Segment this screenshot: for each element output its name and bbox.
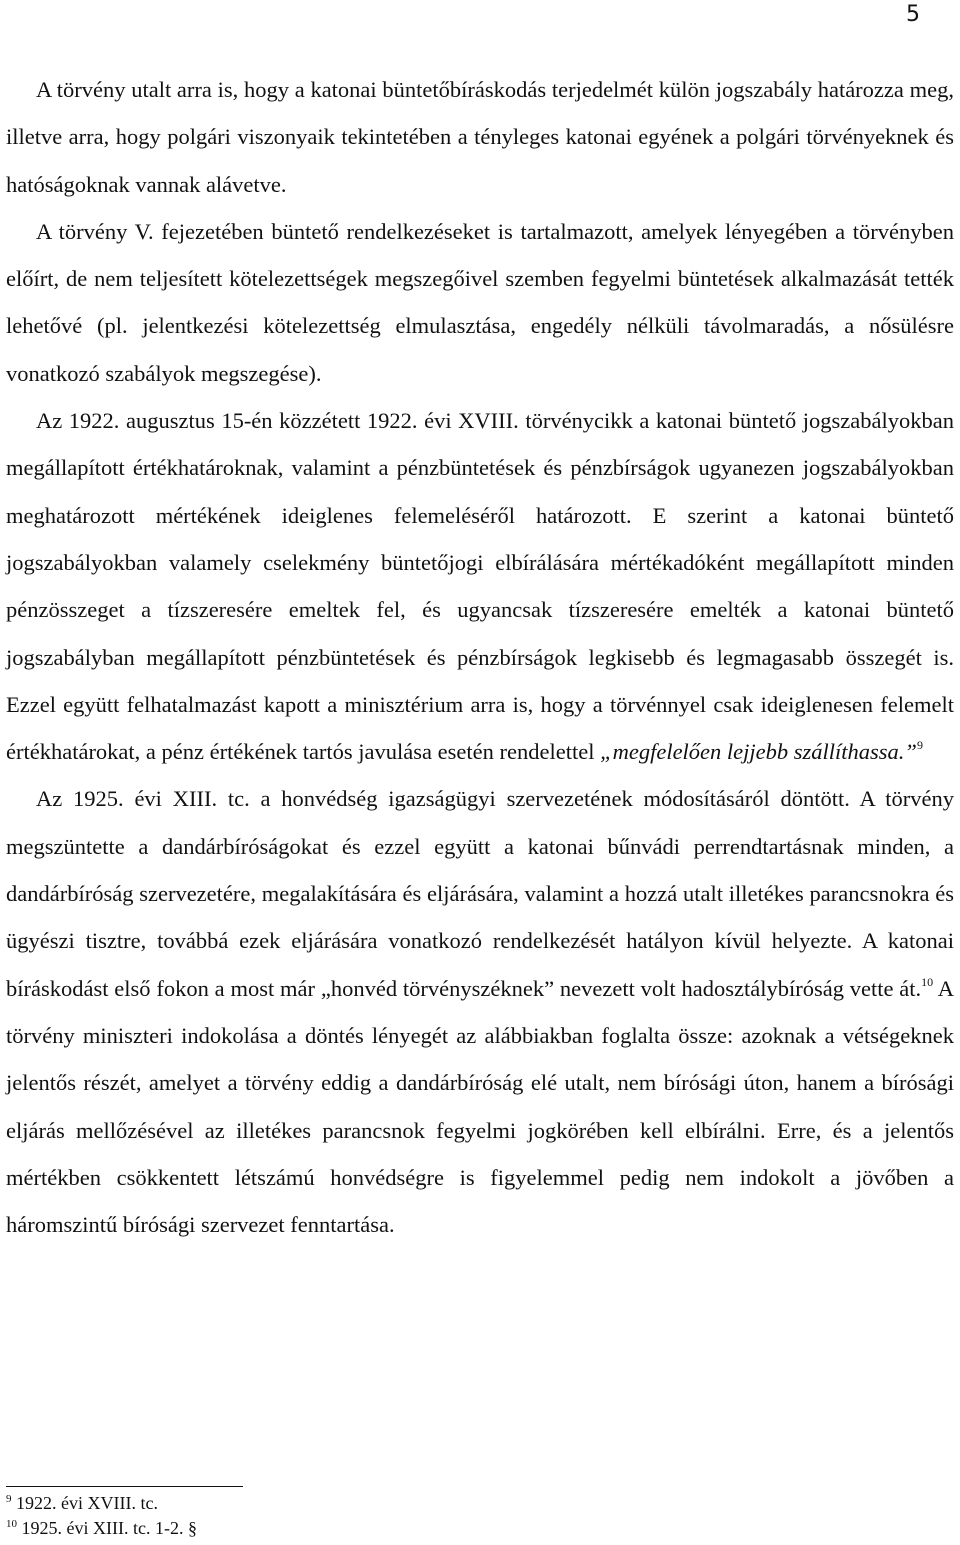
quoted-phrase: „megfelelően lejjebb szállíthassa.” xyxy=(600,739,917,765)
footnote-ref-10[interactable]: 10 xyxy=(921,974,934,989)
paragraph-4 xyxy=(6,775,954,1248)
footnote-separator xyxy=(6,1486,243,1487)
paragraph-4-text-b: A törvény miniszteri indokolása a döntés lényegét az alábbiakban foglalta össze: azoknak a vétségeknek jelentős részét, amelyet a törvény eddig a dandárbíróság elé utalt, nem bírósági úton, hanem a bírósági eljárás mellőzésével az illetékes parancsnok fegyelmi jogkörében kell elbírálni. Erre, és a jelentős mértékben csökkentett létszámú honvédségre is figyelemmel pedig nem indokolt a jövőben a háromszintű bírósági szervezet fenntartása. xyxy=(6,975,954,1238)
paragraph-1: A törvény utalt arra is, hogy a katonai büntetőbíráskodás terjedelmét külön jogszabály határozza meg, illetve arra, hogy polgári viszonyaik tekintetében a tényleges katonai egyének a polgári törvényeknek és hatóságoknak vannak alávetve. xyxy=(6,77,954,197)
footnotes xyxy=(6,1491,197,1541)
page-number: 5 xyxy=(906,2,920,27)
footnote-text: 1925. évi XIII. tc. 1-2. § xyxy=(17,1518,197,1538)
footnote-10 xyxy=(6,1516,197,1541)
footnote-number: 10 xyxy=(6,1518,17,1530)
paragraph-4-text-a: Az 1925. évi XIII. tc. a honvédség igazságügyi szervezetének módosításáról döntött. A törvény megszüntette a dandárbíróságokat és ezzel együtt a katonai bűnvádi perrendtartásnak minden, a dandárbíróság szervezetére, megalakítására és eljárására, valamint a hozzá utalt illetékes parancsnokra és ügyészi tisztre, továbbá ezek eljárására vonatkozó rendelkezését hatályon kívül helyezte. A katonai bíráskodást első fokon a most már „honvéd törvényszéknek” nevezett volt hadosztálybíróság vette át. xyxy=(6,786,954,1001)
footnote-text: 1922. évi XVIII. tc. xyxy=(11,1493,158,1513)
paragraph-2: A törvény V. fejezetében büntető rendelkezéseket is tartalmazott, amelyek lényegében a törvényben előírt, de nem teljesített kötelezettségek megszegőivel szemben fegyelmi büntetések alkalmazását tették lehetővé (pl. jelentkezési kötelezettség elmulasztása, engedély nélküli távolmaradás, a nősülésre vonatkozó szabályok megszegése). xyxy=(6,218,954,386)
document-body xyxy=(6,66,954,1248)
paragraph-3-text: Az 1922. augusztus 15-én közzétett 1922. évi XVIII. törvénycikk a katonai büntető jogszabályokban megállapított értékhatároknak, valamint a pénzbüntetések és pénzbírságok ugyanezen jogszabályokban meghatározott mértékének ideiglenes felemeléséről határozott. E szerint a katonai büntető jogszabályokban valamely cselekmény büntetőjogi elbírálására mértékadóként megállapított minden pénzösszeget a tízszeresére emeltek fel, és ugyancsak tízszeresére emelték a katonai büntető jogszabályban megállapított pénzbüntetések és pénzbírságok legkisebb és legmagasabb összegét is. Ezzel együtt felhatalmazást kapott a minisztérium arra is, hogy a törvénnyel csak ideiglenesen felemelt értékhatárokat, a pénz értékének tartós javulása esetén rendelettel xyxy=(6,408,954,765)
footnote-ref-9[interactable]: 9 xyxy=(916,738,923,753)
footnote-9 xyxy=(6,1491,197,1516)
paragraph-3 xyxy=(6,397,954,775)
footnote-number: 9 xyxy=(6,1493,12,1505)
